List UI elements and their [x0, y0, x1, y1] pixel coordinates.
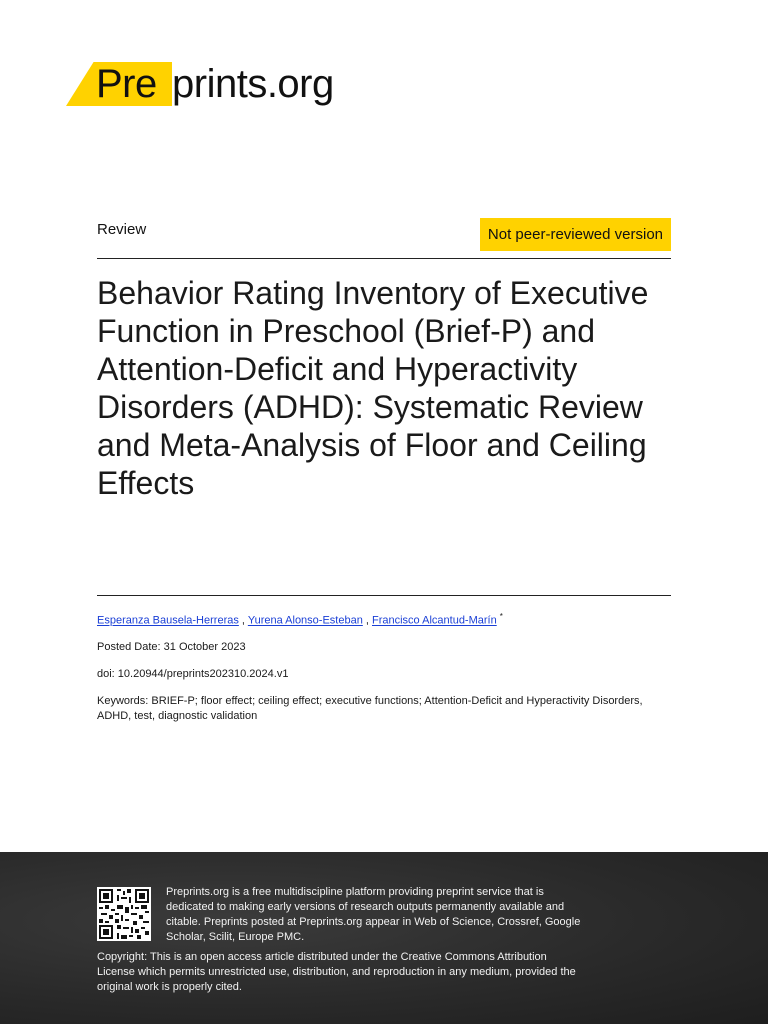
footer-banner: [0, 852, 768, 1024]
copyright-notice: Copyright: This is an open access article distributed under the Creative Commons Attribution License which permits unrestricted use, distribution, and reproduction in any medium, provided the original work is properly cited.: [97, 951, 576, 993]
logo-text: prints.org: [172, 62, 334, 106]
platform-description: Preprints.org is a free multidiscipline platform providing preprint service that is dedicated to making early versions of research outputs permanently available and citable. Preprints posted at Preprints.org appear in Web of Science, Crossref, Google Scholar, Scilit, Europe PMC.: [166, 886, 581, 943]
keywords: Keywords: BRIEF-P; floor effect; ceiling effect; executive functions; Attention-Deficit and Hyperactivity Disorders, ADHD, test, diagnostic validation: [97, 695, 643, 722]
title-divider-bottom: [97, 595, 671, 596]
author-link[interactable]: Esperanza Bausela-Herreras: [97, 614, 239, 627]
qr-code-icon[interactable]: [97, 887, 151, 941]
author-link[interactable]: Francisco Alcantud-Marín: [372, 614, 497, 627]
author-list: [97, 612, 503, 627]
author-separator: ,: [362, 614, 372, 627]
title-divider-top: [97, 258, 671, 259]
logo-highlight-text: Pre: [96, 62, 157, 106]
article-type: Review: [97, 221, 147, 238]
author-separator: ,: [238, 614, 248, 627]
doi: doi: 10.20944/preprints202310.2024.v1: [97, 668, 289, 680]
peer-review-status-badge: Not peer-reviewed version: [480, 218, 671, 251]
article-title: Behavior Rating Inventory of Executive Function in Preschool (Brief-P) and Attention-Deficit and Hyperactivity Disorders (ADHD): Systematic Review and Meta-Analysis of Floor and Ceiling Effects: [97, 275, 649, 501]
author-link[interactable]: Yurena Alonso-Esteban: [247, 614, 363, 627]
posted-date: Posted Date: 31 October 2023: [97, 641, 246, 653]
corresponding-author-mark: *: [499, 612, 503, 621]
